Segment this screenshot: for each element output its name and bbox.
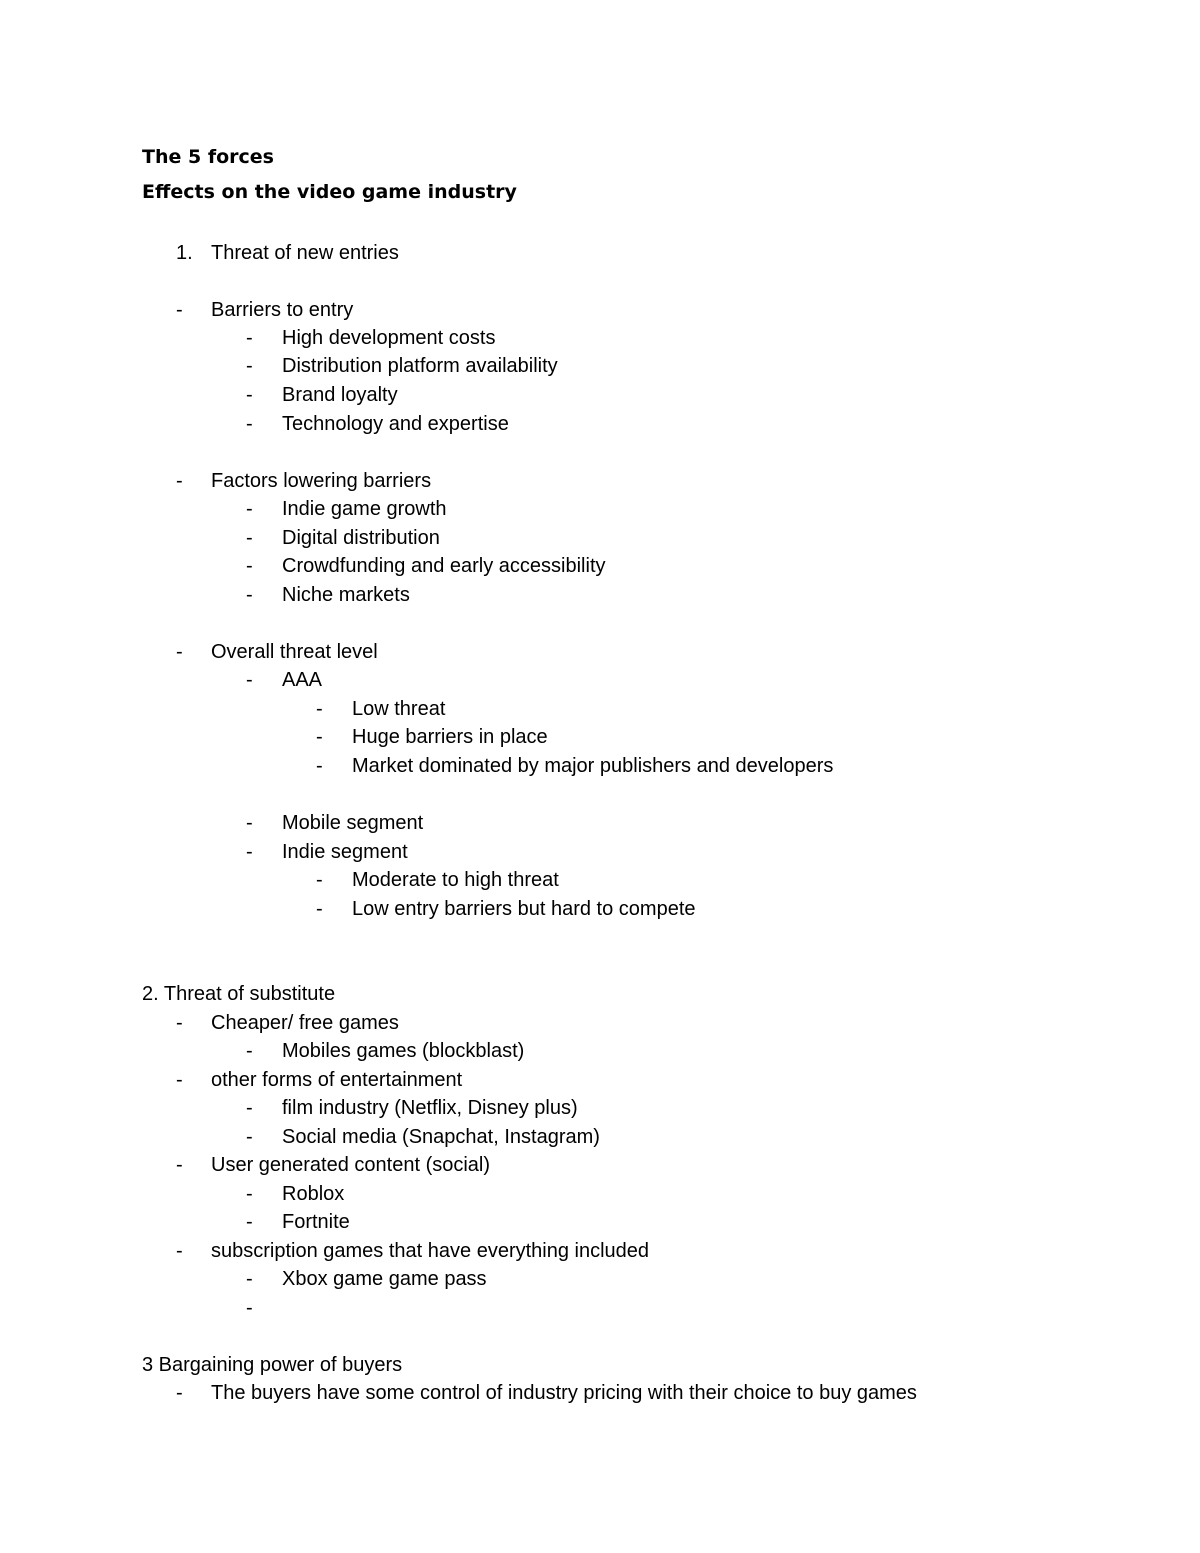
list-item (0, 354, 1200, 378)
list-item (0, 1296, 1200, 1320)
list-item (0, 383, 1200, 407)
list-number: 1. (176, 242, 193, 264)
list-item-text: AAA (282, 669, 323, 691)
dash-bullet: - (246, 1040, 253, 1062)
dash-bullet: - (316, 869, 323, 891)
list-item (0, 469, 1200, 493)
list-item (0, 1068, 1200, 1092)
list-item-text: Indie game growth (282, 498, 447, 520)
list-item (0, 298, 1200, 322)
list-item-text: Cheaper/ free games (211, 1012, 399, 1034)
dash-bullet: - (176, 1240, 183, 1262)
list-item (0, 583, 1200, 607)
dash-bullet: - (246, 1183, 253, 1205)
list-item-text: subscription games that have everything included (211, 1240, 650, 1262)
list-item (0, 1039, 1200, 1063)
list-item-text: Distribution platform availability (282, 355, 558, 377)
list-item-text: Huge barriers in place (352, 726, 548, 748)
list-item (0, 811, 1200, 835)
list-item-text: film industry (Netflix, Disney plus) (282, 1097, 578, 1119)
dash-bullet: - (246, 841, 253, 863)
dash-bullet: - (316, 898, 323, 920)
list-item-text: The buyers have some control of industry pricing with their choice to buy games (211, 1382, 917, 1404)
list-item (0, 412, 1200, 436)
dash-bullet: - (246, 1211, 253, 1233)
list-item (0, 982, 1200, 1006)
list-item-text: Crowdfunding and early accessibility (282, 555, 606, 577)
list-item (0, 840, 1200, 864)
list-item (0, 1239, 1200, 1263)
dash-bullet: - (176, 1069, 183, 1091)
list-item (0, 897, 1200, 921)
list-item-text: Mobile segment (282, 812, 424, 834)
list-item (0, 1153, 1200, 1177)
list-item-text: Roblox (282, 1183, 345, 1205)
list-item (0, 554, 1200, 578)
dash-bullet: - (316, 698, 323, 720)
document-title: The 5 forces (142, 146, 274, 168)
dash-bullet: - (176, 470, 183, 492)
list-item-text: Social media (Snapchat, Instagram) (282, 1126, 600, 1148)
list-item-text: Market dominated by major publishers and developers (352, 755, 834, 777)
dash-bullet: - (246, 355, 253, 377)
list-item (0, 868, 1200, 892)
list-item (0, 1096, 1200, 1120)
list-item (0, 497, 1200, 521)
list-item (0, 754, 1200, 778)
list-item-text: Technology and expertise (282, 413, 509, 435)
list-item (0, 1267, 1200, 1291)
list-item-text: Brand loyalty (282, 384, 398, 406)
dash-bullet: - (176, 1012, 183, 1034)
dash-bullet: - (246, 584, 253, 606)
list-item-text: High development costs (282, 327, 496, 349)
list-item-text: Xbox game game pass (282, 1268, 487, 1290)
dash-bullet: - (176, 1154, 183, 1176)
list-item-text: 3 Bargaining power of buyers (142, 1354, 403, 1376)
dash-bullet: - (316, 755, 323, 777)
dash-bullet: - (176, 641, 183, 663)
dash-bullet: - (176, 1382, 183, 1404)
dash-bullet: - (316, 726, 323, 748)
list-item (0, 668, 1200, 692)
dash-bullet: - (246, 1268, 253, 1290)
document-subtitle: Effects on the video game industry (142, 181, 517, 203)
dash-bullet: - (246, 498, 253, 520)
dash-bullet: - (246, 1126, 253, 1148)
dash-bullet: - (246, 413, 253, 435)
list-item (0, 241, 1200, 265)
list-item (0, 725, 1200, 749)
list-item-text: Threat of new entries (211, 242, 399, 264)
list-item-text: Moderate to high threat (352, 869, 559, 891)
list-item-text: Overall threat level (211, 641, 378, 663)
list-item-text: Indie segment (282, 841, 408, 863)
list-item (0, 326, 1200, 350)
dash-bullet: - (176, 299, 183, 321)
list-item-text: Digital distribution (282, 527, 440, 549)
list-item (0, 1182, 1200, 1206)
list-item (0, 1353, 1200, 1377)
list-item-text: 2. Threat of substitute (142, 983, 336, 1005)
list-item-text: Factors lowering barriers (211, 470, 432, 492)
list-item (0, 1210, 1200, 1234)
list-item-text: Mobiles games (blockblast) (282, 1040, 525, 1062)
list-item-text: Barriers to entry (211, 299, 354, 321)
dash-bullet: - (246, 1297, 253, 1319)
list-item-text: Low entry barriers but hard to compete (352, 898, 696, 920)
list-item (0, 697, 1200, 721)
list-item-text: Niche markets (282, 584, 410, 606)
list-item (0, 1011, 1200, 1035)
dash-bullet: - (246, 1097, 253, 1119)
dash-bullet: - (246, 669, 253, 691)
dash-bullet: - (246, 812, 253, 834)
dash-bullet: - (246, 527, 253, 549)
list-item-text: Low threat (352, 698, 446, 720)
dash-bullet: - (246, 327, 253, 349)
dash-bullet: - (246, 384, 253, 406)
list-item-text: other forms of entertainment (211, 1069, 463, 1091)
list-item (0, 526, 1200, 550)
list-item-text: Fortnite (282, 1211, 350, 1233)
dash-bullet: - (246, 555, 253, 577)
list-item (0, 1381, 1200, 1405)
list-item (0, 1125, 1200, 1149)
list-item (0, 640, 1200, 664)
list-item-text: User generated content (social) (211, 1154, 491, 1176)
